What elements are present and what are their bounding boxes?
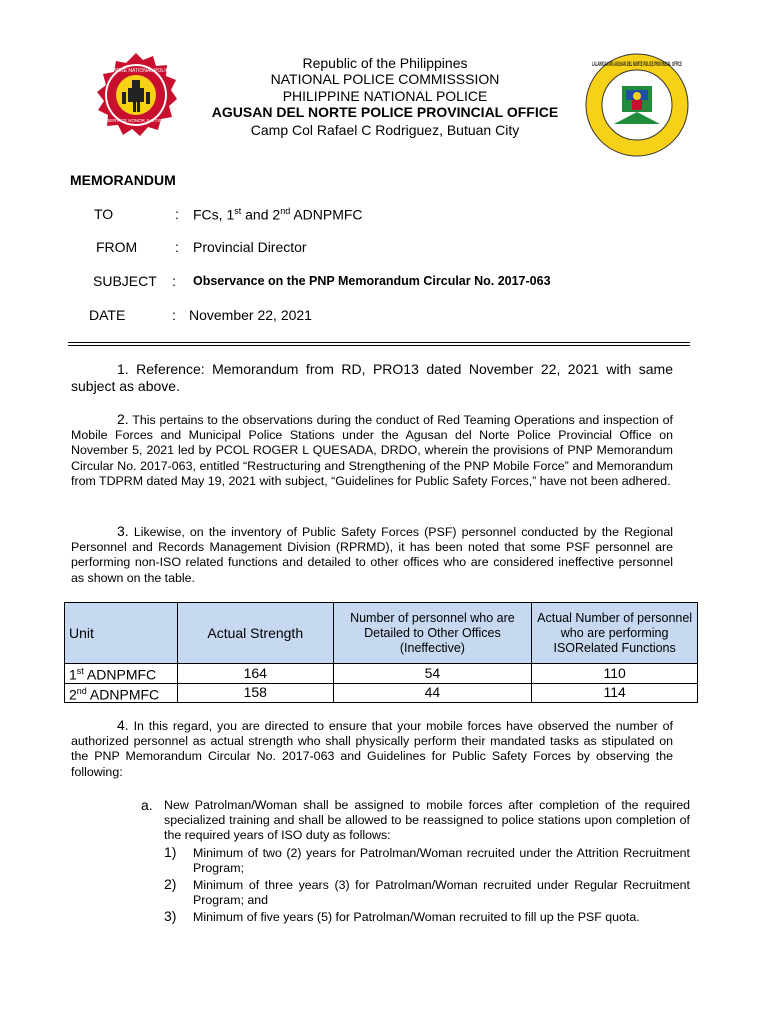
table-cell-iso: 114 — [532, 683, 698, 703]
table-cell-unit: 1st ADNPMFC — [65, 664, 178, 684]
header-divider-bottom — [68, 345, 690, 346]
header-address: Camp Col Rafael C Rodriguez, Butuan City — [250, 122, 520, 138]
list-marker-3: 3) — [164, 908, 177, 924]
to-label: TO — [94, 206, 114, 222]
paragraph-4 — [71, 718, 673, 780]
pnp-seal-top-text: PHILIPPINE NATIONAL POLICE — [99, 68, 173, 74]
list-marker-a: a. — [141, 797, 153, 813]
list-item-a-text: New Patrolman/Woman shall be assigned to mobile forces after completion of the required specialized training and shall be allowed to be reassigned to police stations upon completion of the required years of ISO duty as follows: — [164, 798, 690, 843]
table-cell-detailed: 54 — [333, 664, 532, 684]
list-item-3-text: Minimum of five years (5) for Patrolman/Woman recruited to fill up the PSF quota. — [193, 910, 640, 924]
adnppo-seal-logo — [584, 52, 690, 158]
date-value: November 22, 2021 — [189, 307, 312, 323]
table-header-iso-functions: Actual Number of personnel who are performing ISORelated Functions — [532, 603, 698, 664]
header-pnp: PHILIPPINE NATIONAL POLICE — [282, 88, 488, 104]
header-provincial-office: AGUSAN DEL NORTE POLICE PROVINCIAL OFFICE — [211, 104, 559, 120]
paragraph-1-number: 1. — [117, 361, 129, 377]
paragraph-2-text: This pertains to the observations during the conduct of Red Teaming Operations and inspection of Mobile Forces and Municipal Police Stations under the Agusan del Norte Police Provincial Office on November 5, 2021 led by PCOL ROGER L QUESADA, DRDO, wherein the provisions of PNP Memorandum Circular No. 2017-063, entitled “Restructuring and Strengthening of the PNP Mobile Force” and Memorandum from TDPRM dated May 19, 2021 with subject, “Guidelines for Public Safety Forces,” have not been adhered. — [71, 413, 674, 488]
table-header-row — [65, 603, 698, 664]
subject-colon: : — [172, 273, 176, 289]
paragraph-1 — [71, 361, 673, 395]
header-republic: Republic of the Philippines — [302, 55, 468, 71]
personnel-table — [64, 602, 698, 703]
table-cell-detailed: 44 — [333, 683, 532, 703]
from-label: FROM — [96, 239, 138, 255]
from-value: Provincial Director — [193, 239, 307, 255]
table-cell-strength: 164 — [177, 664, 333, 684]
list-marker-2: 2) — [164, 876, 177, 892]
paragraph-2-number: 2. — [117, 411, 129, 427]
date-colon: : — [172, 307, 176, 323]
list-marker-1: 1) — [164, 844, 177, 860]
date-label: DATE — [89, 307, 126, 323]
table-cell-strength: 158 — [177, 683, 333, 703]
list-item-2-text: Minimum of three years (3) for Patrolman/Woman recruited under Regular Recruitment Program; and — [193, 878, 690, 908]
to-colon: : — [175, 206, 179, 222]
paragraph-3-text: Likewise, on the inventory of Public Safety Forces (PSF) personnel conducted by the Regional Personnel and Records Management Division (RPRMD), it has been noted that some PSF personnel are performing non-ISO related functions and detailed to other offices who are considered ineffective personnel as shown on the table. — [71, 525, 673, 585]
table-header-detailed: Number of personnel who are Detailed to Other Offices (Ineffective) — [333, 603, 532, 664]
subject-label: SUBJECT — [93, 273, 157, 289]
pnp-seal-logo — [94, 52, 178, 138]
header-divider-top — [68, 342, 690, 343]
table-row — [65, 664, 698, 684]
adnppo-seal-text: LALAWIGAN NG AGUSAN DEL NORTE POLICE PROVINCIAL OFFICE — [592, 61, 683, 68]
table-header-unit: Unit — [65, 603, 178, 664]
paragraph-3 — [71, 524, 673, 586]
table-cell-iso: 110 — [532, 664, 698, 684]
paragraph-4-number: 4. — [117, 717, 129, 733]
subject-value: Observance on the PNP Memorandum Circular No. 2017-063 — [193, 274, 551, 288]
table-cell-unit: 2nd ADNPMFC — [65, 683, 178, 703]
pnp-seal-bottom-text: SERVICE HONOR JUSTICE — [107, 118, 165, 123]
table-header-actual-strength: Actual Strength — [177, 603, 333, 664]
paragraph-3-number: 3. — [117, 523, 129, 539]
from-colon: : — [175, 239, 179, 255]
paragraph-4-text: In this regard, you are directed to ensure that your mobile forces have observed the number of authorized personnel as actual strength who shall physically perform their mandated tasks as stipulated on the PNP Memorandum Circular No. 2017-063 and Guidelines for Public Safety Forces by observing the following: — [71, 719, 673, 779]
list-item-1-text: Minimum of two (2) years for Patrolman/Woman recruited under the Attrition Recruitment Program; — [193, 846, 690, 876]
paragraph-1-text: Reference: Memorandum from RD, PRO13 dated November 22, 2021 with same subject as above. — [71, 361, 673, 394]
to-value: FCs, 1st and 2nd ADNPMFC — [193, 206, 363, 223]
paragraph-2 — [71, 412, 673, 489]
memo-title: MEMORANDUM — [70, 172, 176, 188]
header-napolcom: NATIONAL POLICE COMMISSSION — [270, 71, 500, 87]
table-row — [65, 683, 698, 703]
